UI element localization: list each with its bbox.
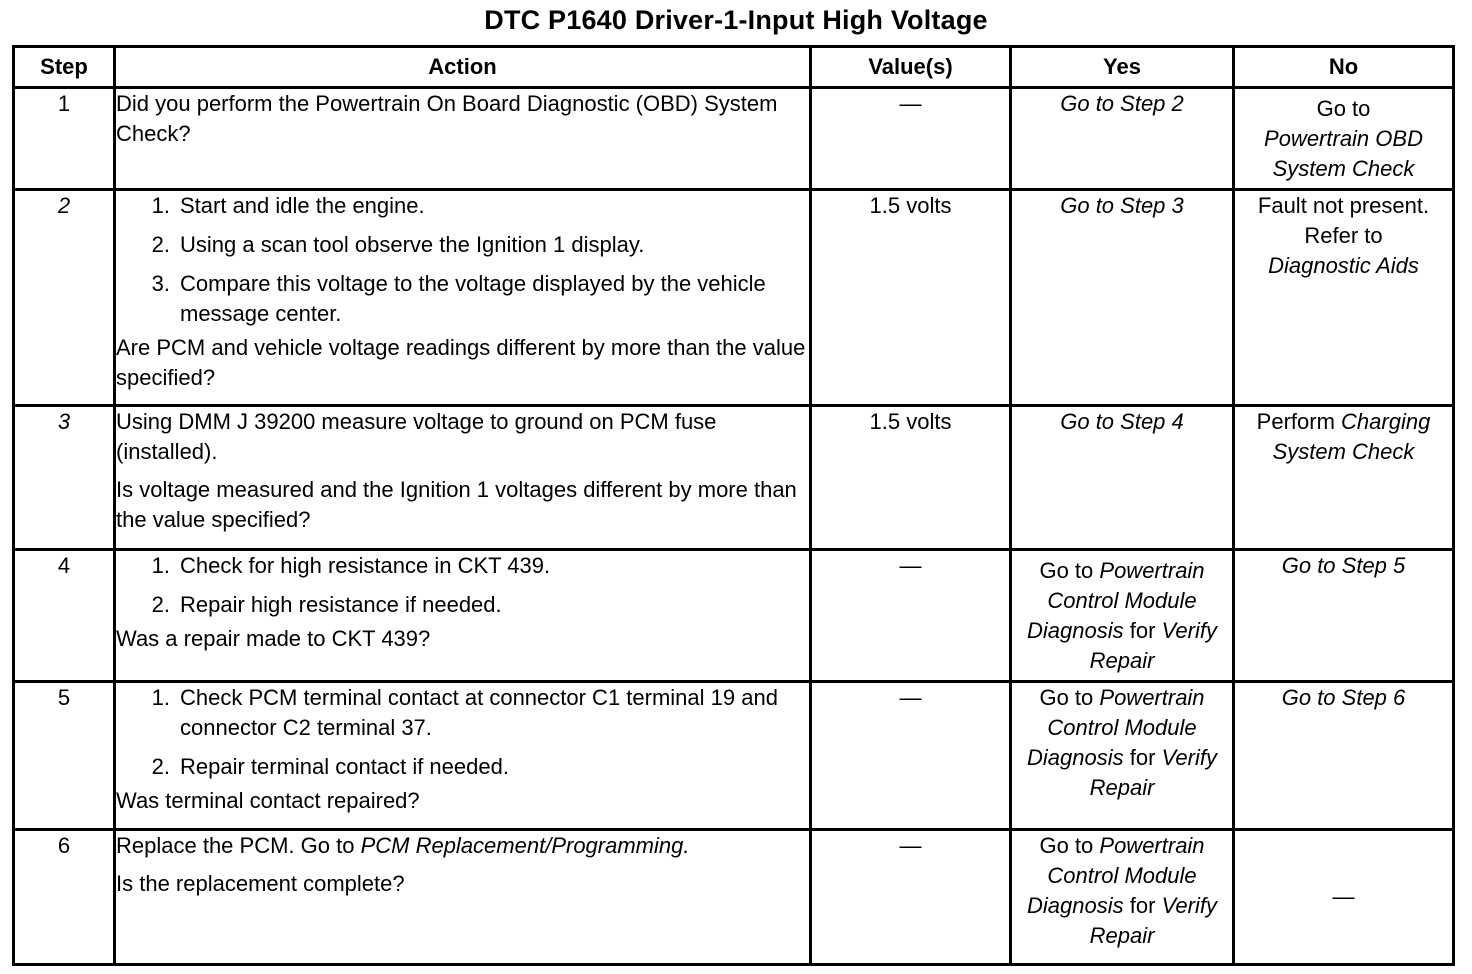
no-cell (1234, 550, 1454, 682)
table-row (14, 406, 1454, 550)
no-prefix: Go to (1316, 95, 1371, 121)
header-no: No (1234, 47, 1454, 88)
header-step: Step (14, 47, 115, 88)
yes-mid: for (1129, 745, 1156, 770)
yes-cell (1011, 550, 1234, 682)
action-cell (115, 550, 811, 682)
yes-prefix: Go to (1039, 685, 1094, 710)
yes-cell (1011, 830, 1234, 965)
goto-step-link[interactable]: Go to Step 3 (1060, 193, 1184, 218)
no-prefix: Fault not present. Refer to (1257, 193, 1430, 248)
yes-prefix: Go to (1039, 557, 1094, 583)
no-cell (1234, 682, 1454, 830)
goto-step-link[interactable]: Go to Step 6 (1281, 685, 1406, 710)
verify-repair-link[interactable]: Verify Repair (1089, 617, 1217, 673)
list-item: 1. Start and idle the engine. (151, 193, 425, 218)
yes-prefix: Go to (1039, 833, 1094, 858)
action-list (116, 191, 809, 329)
step-number: 1 (14, 88, 115, 190)
goto-step-link[interactable]: Go to Step 4 (1060, 409, 1184, 434)
yes-mid: for (1129, 617, 1156, 643)
table-row (14, 550, 1454, 682)
no-prefix: Perform (1256, 409, 1335, 434)
goto-step-link[interactable]: Go to Step 2 (1060, 91, 1184, 116)
step-number: 5 (14, 682, 115, 830)
yes-cell (1011, 682, 1234, 830)
step-number: 6 (14, 830, 115, 965)
value-cell: — (811, 88, 1011, 190)
action-question: Was a repair made to CKT 439? (116, 626, 431, 651)
action-prefix: Replace the PCM. Go to (116, 833, 355, 858)
value-cell: — (811, 550, 1011, 682)
action-question: Was terminal contact repaired? (116, 788, 420, 813)
header-yes: Yes (1011, 47, 1234, 88)
header-row (14, 47, 1454, 88)
step-number: 4 (14, 550, 115, 682)
value-cell: — (811, 682, 1011, 830)
step-number: 3 (14, 406, 115, 550)
value-cell: 1.5 volts (811, 406, 1011, 550)
charging-system-check-link[interactable]: Charging System Check (1272, 409, 1431, 464)
list-item: 3. Compare this voltage to the voltage displayed by the vehicle message center. (151, 271, 766, 326)
list-item: 2. Repair high resistance if needed. (151, 592, 502, 617)
diagnostic-aids-link[interactable]: Diagnostic Aids (1268, 253, 1419, 278)
verify-repair-link[interactable]: Verify Repair (1089, 893, 1217, 948)
action-text (116, 831, 809, 861)
action-cell (115, 88, 811, 190)
obd-check-link[interactable]: Powertrain OBD System Check (1264, 125, 1423, 181)
yes-cell (1011, 190, 1234, 406)
table-row (14, 88, 1454, 190)
action-cell (115, 190, 811, 406)
action-cell (115, 830, 811, 965)
action-list (116, 683, 809, 782)
no-cell (1234, 406, 1454, 550)
no-cell (1234, 190, 1454, 406)
no-cell (1234, 88, 1454, 190)
action-question: Is the replacement complete? (116, 871, 405, 896)
action-cell (115, 682, 811, 830)
table-row (14, 190, 1454, 406)
step-number: 2 (14, 190, 115, 406)
header-action: Action (115, 47, 811, 88)
action-question: Is voltage measured and the Ignition 1 voltages different by more than the value specified? (116, 477, 797, 532)
action-cell (115, 406, 811, 550)
table-row (14, 682, 1454, 830)
goto-step-link[interactable]: Go to Step 5 (1281, 553, 1406, 578)
action-text: Using DMM J 39200 measure voltage to ground on PCM fuse (installed). (116, 409, 717, 464)
list-item: 1. Check PCM terminal contact at connector C1 terminal 19 and connector C2 terminal 37. (151, 685, 778, 740)
pcm-diagnosis-link[interactable]: Powertrain Control Module Diagnosis (1027, 557, 1205, 643)
verify-repair-link[interactable]: Verify Repair (1089, 745, 1217, 800)
header-value: Value(s) (811, 47, 1011, 88)
action-question: Are PCM and vehicle voltage readings different by more than the value specified? (116, 335, 806, 390)
list-item: 2. Using a scan tool observe the Ignition 1 display. (151, 232, 645, 257)
no-cell: — (1234, 830, 1454, 965)
value-cell: 1.5 volts (811, 190, 1011, 406)
list-item: 1. Check for high resistance in CKT 439. (151, 553, 551, 578)
yes-cell (1011, 406, 1234, 550)
pcm-replacement-link[interactable]: PCM Replacement/Programming. (360, 833, 690, 858)
table-row (14, 830, 1454, 965)
value-cell: — (811, 830, 1011, 965)
pcm-diagnosis-link[interactable]: Powertrain Control Module Diagnosis (1027, 833, 1205, 918)
yes-mid: for (1129, 893, 1156, 918)
diagnostic-table (12, 45, 1455, 966)
action-text: Did you perform the Powertrain On Board Diagnostic (OBD) System Check? (116, 91, 778, 146)
yes-cell (1011, 88, 1234, 190)
action-list (116, 551, 809, 620)
page-title: DTC P1640 Driver-1-Input High Voltage (484, 5, 988, 35)
pcm-diagnosis-link[interactable]: Powertrain Control Module Diagnosis (1027, 685, 1205, 770)
list-item: 2. Repair terminal contact if needed. (151, 754, 509, 779)
